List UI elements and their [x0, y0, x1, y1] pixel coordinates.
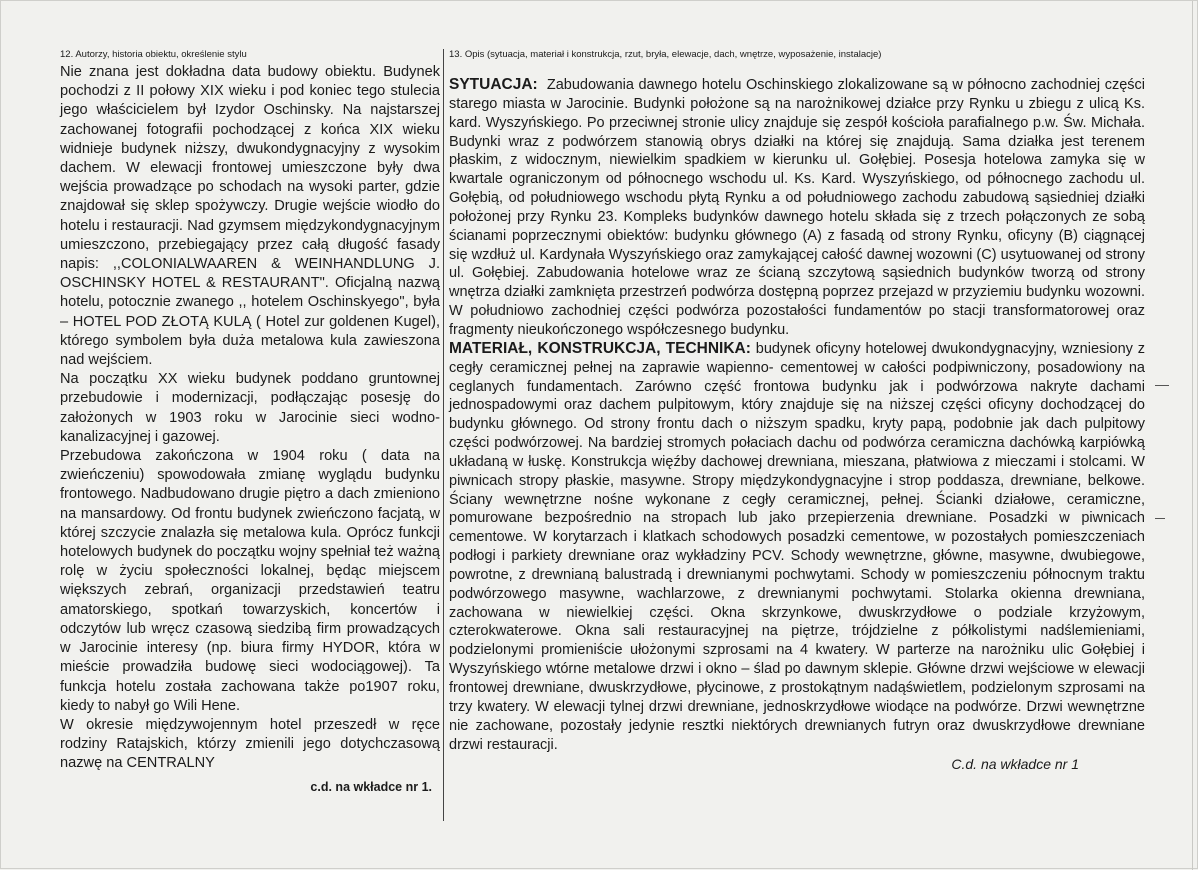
description-field-label: 13. Opis (sytuacja, materiał i konstrukcja, rzut, bryła, elewacje, dach, wnętrze, wyposażenie, instalacje): [449, 49, 882, 60]
history-paragraph-2: Na początku XX wieku budynek poddano gruntownej przebudowie i modernizacji, podłączając posesję do założonych w 1903 roku w Jarocinie sieci wodno-kanalizacyjnej i gazowej.: [60, 371, 440, 445]
scan-edge-line: [1192, 1, 1193, 870]
history-paragraph-3: Przebudowa zakończona w 1904 roku ( data na zwieńczeniu) spowodowała zmianę wyglądu budynku frontowego. Nadbudowano drugie piętro a dach zmieniono na mansardowy. Od frontu budynek zwieńczono facjatą, w której szczycie znalazła się metalowa kula. Oprócz funkcji hotelowych budynek do początku wojny spełniał też ważną rolę w życiu społeczności lokalnej, będąc miejscem większych zebrań, organizacji przedstawień teatru amatorskiego, spotkań towarzyskich, koncertów i odczytów lub wręcz czasową siedzibą firm prowadzących w Jarocinie interesy (np. biura firmy HYDOR, która w mieście prowadziła budowę sieci wodociągowej). Ta funkcja hotelu została zachowana także po1907 roku, kiedy to nabył go Wili Hene.: [60, 448, 440, 714]
description-section: [449, 49, 1145, 772]
column-divider: [443, 49, 444, 821]
margin-mark: [1155, 518, 1165, 519]
material-text: budynek oficyny hotelowej dwukondygnacyjny, wzniesiony z cegły ceramicznej pełnej na zaprawie wapienno- cementowej w całości podpiwniczony, posadowiony na ceglanych fundamentach. Zarówno część frontowa budynku jak i podwórzowa nakryte dachami jednospadowymi oraz dachem pulpitowym, który znajduje się na niższej części oficyny dochodzącej do budynku głównego. Od strony frontu dach o niższym spadku, kryty papą, podobnie jak dach pulpitowy części podwórzowej. Na bardziej stromych połaciach dachu od podwórza ceramiczna dachówką karpiówką układaną w łuskę. Konstrukcja więźby dachowej drewniana, mieszana, płatwiowa z mieczami i stolcami. W piwnicach stropy płaskie, masywne. Stropy międzykondygnacyjne i strop poddasza, drewniane, belkowe. Ściany wewnętrzne nośne wykonane z cegły ceramicznej, pełnej. Ścianki działowe, ceramiczne, pomurowane bezpośrednio na stropach lub jako przepierzenia drewniane. Posadzki w piwnicach cementowe. W korytarzach i klatkach schodowych posadzki cementowe, w pozostałych pomieszczeniach podłogi i parkiety drewniane oraz wykładziny PCV. Schody wewnętrzne, główne, masywne, dwubiegowe, powrotne, z drewnianą balustradą i drewnianymi pochwytami. Schody w pomieszczeniu północnym traktu podwórzowego masywne, wachlarzowe, z drewnianymi pochwytami. Stolarka okienna drewniana, zachowana w niewielkiej części. Okna skrzynkowe, dwuskrzydłowe o podziale krzyżowym, czterokwaterowe. Okna sali restauracyjnej na piętrze, trójdzielne z półkolistymi nadślemieniami, podzielonymi promieniście ułożonymi szprosami na 4 kwatery. W parterze na narożniku ulic Gołębiej i Wyszyńskiego wtórne metalowe drzwi i okno – ślad po dawnym sklepie. Główne drzwi wejściowe w elewacji frontowej drewniane, dwuskrzydłowe, płycinowe, z prostokątnym nadąświetlem, podzielonym szprosami na trzy kwatery. W elewacji tylnej drzwi drewniane, jednoskrzydłowe wiodące na podwórze. Drzwi wewnętrzne nie zachowane, pozostały jedynie resztki niektórych drewnianych futryn oraz dwuskrzydłowe drewniane drzwi restauracji.: [449, 340, 1145, 753]
description-continuation-note: C.d. na wkładce nr 1: [951, 756, 1079, 773]
material-paragraph: [449, 340, 1145, 755]
history-paragraph-4: W okresie międzywojennym hotel przeszedł w ręce rodziny Ratajskich, którzy zmienili jego dotychczasową nazwę na CENTRALNY: [60, 716, 440, 772]
situation-text: Zabudowania dawnego hotelu Oschinskiego zlokalizowane są w północno zachodniej części starego miasta w Jarocinie. Budynki położone są na narożnikowej działce przy Rynku u zbiegu z ulicą Ks. kard. Wyszyńskiego. Po przeciwnej stronie ulicy znajduje się zespół kościoła parafialnego p.w. Św. Michała. Budynki wraz z podwórzem stanowią obrys działki na której się znajdują. Sama działka jest terenem płaskim, z widocznym, niewielkim spadkiem w kierunku ul. Gołębiej. Posesja hotelowa zamyka się w kwartale ograniczonym od północnego wschodu ul. Ks. Kard. Wyszyńskiego, od północnego zachodu ul. Gołębią, od południowego wschodu płytą Rynku a od południowego zachodu zabudową sąsiedniej działki położonej przy Rynku 23. Kompleks budynków dawnego hotelu składa się z trzech połączonych ze sobą ścianami poprzecznymi obiektów: budynku głównego (A) z fasadą od strony Rynku, oficyny (B) ciągnącej się wzdłuż ul. Kardynała Wyszyńskiego oraz zamykającej całość dawnej wozowni (C) usytuowanej od strony ul. Gołębiej. Zabudowania hotelowe wraz ze ścianą szczytową sąsiednich budynków tworzą od strony wnętrza działki zamknięta przestrzeń podwórza dostępną poprzez przejazd w przyziemiu budynku wozowni. W południowo zachodniej części podwórza pozostałości fundamentów po stacji transformatorowej oraz fragmenty nieukończonego współczesnego budynku.: [449, 77, 1145, 338]
situation-heading: SYTUACJA:: [449, 76, 538, 93]
history-paragraph-1: Nie znana jest dokładna data budowy obiektu. Budynek pochodzi z II połowy XIX wieku i pod koniec tego stulecia jego właścicielem był Izydor Oschinsky. Na najstarszej zachowanej fotografii pochodzącej z końca XIX wieku widnieje budynek niższy, dwukondygnacyjny z wysokim dachem. W elewacji frontowej umieszczone były dwa wejścia prowadzące po schodach na wysoki parter, gdzie znajdował się sklep spożywczy. Drugie wejście wiodło do hotelu i restauracji. Nad gzymsem międzykondygnacyjnym umieszczono, przebiegający przez całą długość fasady napis: ,,COLONIALWAAREN & WEINHANDLUNG J. OSCHINSKY HOTEL & RESTAURANT". Oficjalną nazwą hotelu, potocznie zwanego ,, hotelem Oschinskyego", była – HOTEL POD ZŁOTĄ KULĄ ( Hotel zur goldenen Kugel), którego symbolem była duża metalowa kula zawieszona nad wejściem.: [60, 64, 440, 369]
situation-paragraph: [449, 76, 1145, 340]
history-continuation-note: c.d. na wkładce nr 1.: [310, 779, 432, 794]
margin-mark: [1155, 385, 1169, 386]
history-section: [60, 49, 440, 794]
history-field-label: 12. Autorzy, historia obiektu, określenie stylu: [60, 49, 247, 60]
material-heading: MATERIAŁ, KONSTRUKCJA, TECHNIKA:: [449, 339, 751, 357]
